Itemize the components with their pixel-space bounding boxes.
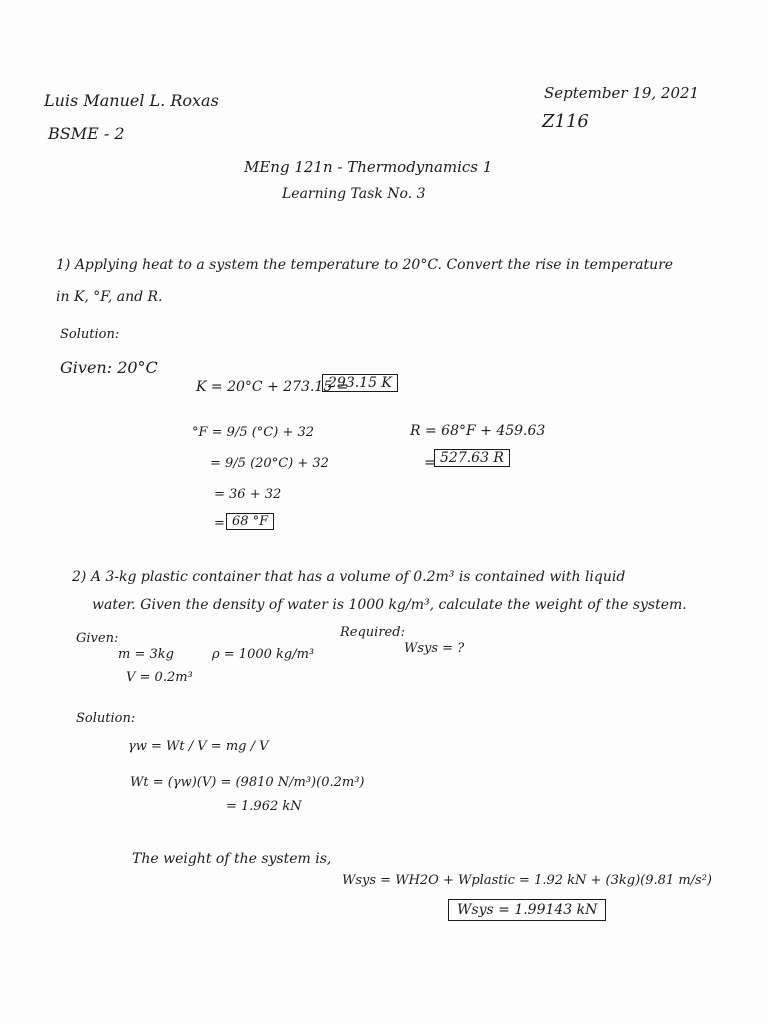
date: September 19, 2021 xyxy=(544,84,700,102)
kelvin-equation: K = 20°C + 273.15 = xyxy=(196,379,349,395)
task-title: Learning Task No. 3 xyxy=(282,186,426,202)
problem1-given: Given: 20°C xyxy=(60,358,158,377)
water-weight-equation: Wt = (γw)(V) = (9810 N/m³)(0.2m³) xyxy=(130,775,365,790)
fahrenheit-answer: 68 °F xyxy=(226,513,274,530)
kelvin-answer: 293.15 K xyxy=(322,374,398,392)
problem2-mass: m = 3kg xyxy=(118,647,174,662)
rankine-equals: = xyxy=(424,455,436,471)
section-code: Z116 xyxy=(542,111,589,132)
rankine-answer: 527.63 R xyxy=(434,449,510,467)
specific-weight-equation: γw = Wt / V = mg / V xyxy=(128,739,269,754)
problem2-volume: V = 0.2m³ xyxy=(126,670,193,685)
fahrenheit-sum: = 36 + 32 xyxy=(214,487,282,502)
system-weight-answer-box xyxy=(448,899,606,921)
problem2-solution-label: Solution: xyxy=(76,711,136,726)
system-weight-label: Wsys = xyxy=(457,902,510,918)
subject-title: MEng 121n - Thermodynamics 1 xyxy=(244,158,493,176)
fahrenheit-equals: = xyxy=(214,516,225,531)
water-weight-result: = 1.962 kN xyxy=(226,799,302,814)
problem1-solution-label: Solution: xyxy=(60,327,120,342)
student-course: BSME - 2 xyxy=(48,124,125,143)
fahrenheit-formula: °F = 9/5 (°C) + 32 xyxy=(192,425,315,440)
system-weight-answer: 1.99143 kN xyxy=(514,902,598,918)
problem2-density: ρ = 1000 kg/m³ xyxy=(212,647,315,662)
fahrenheit-substitution: = 9/5 (20°C) + 32 xyxy=(210,456,329,471)
student-name: Luis Manuel L. Roxas xyxy=(44,91,219,110)
system-weight-equation: Wsys = WH2O + Wplastic = 1.92 kN + (3kg)(9.81 m/s²) xyxy=(342,873,712,888)
problem1-statement-line2: in K, °F, and R. xyxy=(56,289,163,305)
conclusion-text: The weight of the system is, xyxy=(132,851,332,867)
rankine-formula: R = 68°F + 459.63 xyxy=(410,423,546,439)
problem2-required-label: Required: xyxy=(340,625,405,640)
problem2-given-label: Given: xyxy=(76,631,119,646)
problem2-statement-line2: water. Given the density of water is 1000 kg/m³, calculate the weight of the system. xyxy=(92,597,687,613)
problem1-statement-line1: 1) Applying heat to a system the temperature to 20°C. Convert the rise in temperature xyxy=(56,257,674,273)
problem2-required: Wsys = ? xyxy=(404,641,465,656)
problem2-statement-line1: 2) A 3-kg plastic container that has a volume of 0.2m³ is contained with liquid xyxy=(72,569,626,585)
